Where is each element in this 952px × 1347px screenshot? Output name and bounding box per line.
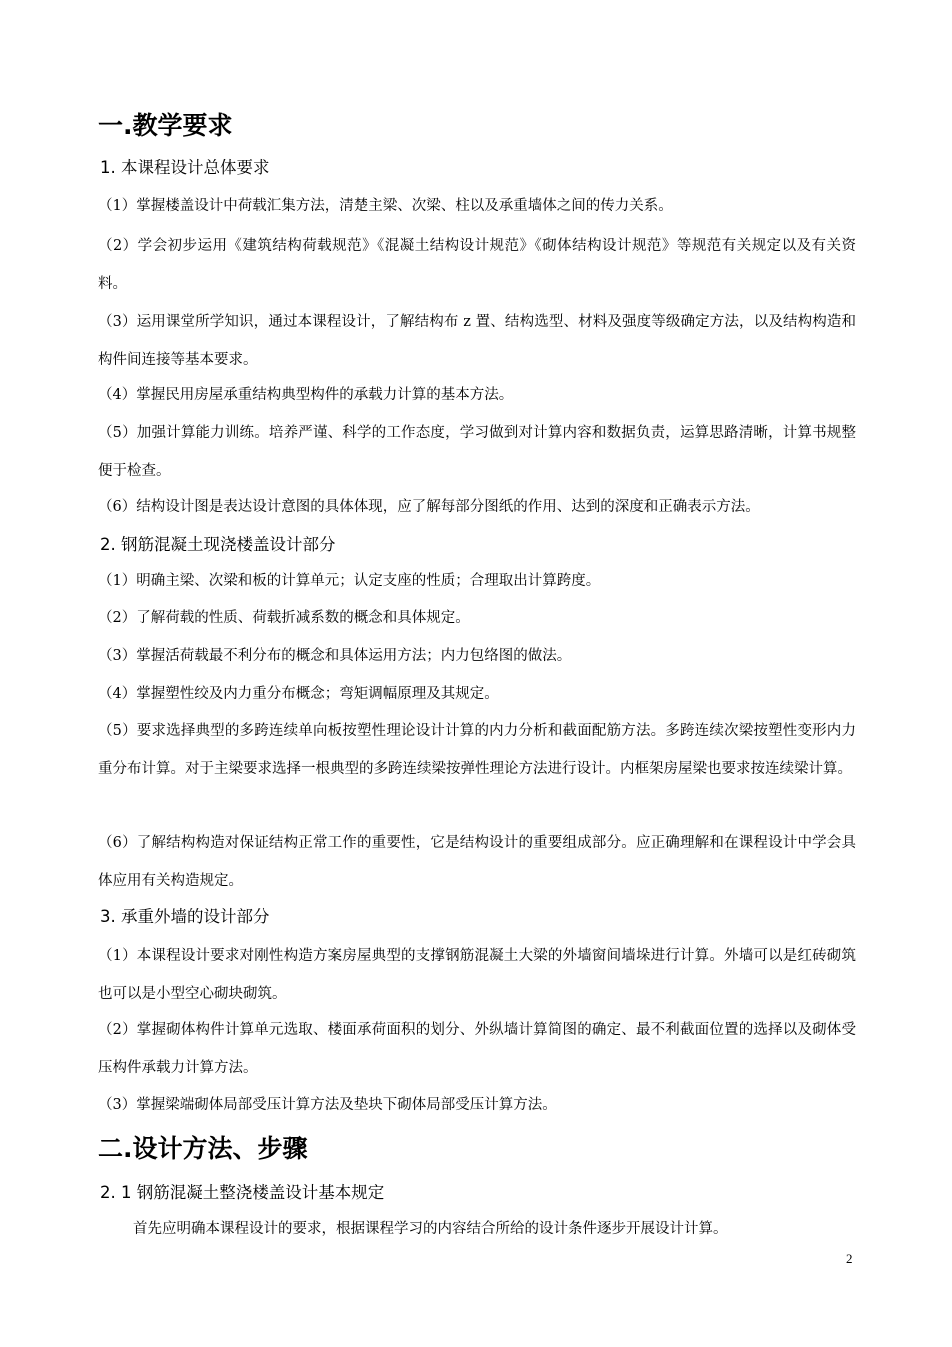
paragraph: （1）明确主梁、次梁和板的计算单元；认定支座的性质；合理取出计算跨度。 (98, 573, 601, 589)
subsection-heading-1-2: 2. 钢筋混凝土现浇楼盖设计部分 (100, 535, 336, 554)
subsection-heading-1-3: 3. 承重外墙的设计部分 (100, 907, 270, 926)
paragraph: （5）要求选择典型的多跨连续单向板按塑性理论设计计算的内力分析和截面配筋方法。多跨连续次梁按塑性变形内力重分布计算。对于主梁要求选择一根典型的多跨连续梁按弹性理论方法进行设计。内框架房屋梁也要求按连续梁计算。 (98, 723, 856, 777)
paragraph: （5）加强计算能力训练。培养严谨、科学的工作态度，学习做到对计算内容和数据负责，运算思路清晰，计算书规整便于检查。 (98, 425, 856, 479)
paragraph: （3）运用课堂所学知识，通过本课程设计，了解结构布 z 置、结构选型、材料及强度等级确定方法，以及结构构造和构件间连接等基本要求。 (98, 314, 856, 368)
subsection-heading-2-1: 2. 1 钢筋混凝土整浇楼盖设计基本规定 (100, 1183, 385, 1202)
paragraph: （1）本课程设计要求对刚性构造方案房屋典型的支撑钢筋混凝土大梁的外墙窗间墙垛进行计算。外墙可以是红砖砌筑也可以是小型空心砌块砌筑。 (98, 948, 856, 1002)
paragraph: （2）了解荷载的性质、荷载折减系数的概念和具体规定。 (98, 610, 470, 626)
paragraph: （3）掌握梁端砌体局部受压计算方法及垫块下砌体局部受压计算方法。 (98, 1097, 557, 1113)
paragraph: （2）掌握砌体构件计算单元选取、楼面承荷面积的划分、外纵墙计算简图的确定、最不利截面位置的选择以及砌体受压构件承载力计算方法。 (98, 1022, 856, 1076)
paragraph: （6）了解结构构造对保证结构正常工作的重要性，它是结构设计的重要组成部分。应正确理解和在课程设计中学会具体应用有关构造规定。 (98, 835, 856, 889)
paragraph: （3）掌握活荷载最不利分布的概念和具体运用方法；内力包络图的做法。 (98, 648, 572, 664)
paragraph: 首先应明确本课程设计的要求，根据课程学习的内容结合所给的设计条件逐步开展设计计算。 (133, 1221, 728, 1237)
paragraph: （4）掌握塑性绞及内力重分布概念；弯矩调幅原理及其规定。 (98, 686, 499, 702)
paragraph: （1）掌握楼盖设计中荷载汇集方法，清楚主梁、次梁、柱以及承重墙体之间的传力关系。 (98, 198, 673, 214)
page-number: 2 (846, 1251, 853, 1266)
subsection-heading-1-1: 1. 本课程设计总体要求 (100, 158, 270, 177)
paragraph: （4）掌握民用房屋承重结构典型构件的承载力计算的基本方法。 (98, 387, 514, 403)
paragraph: （6）结构设计图是表达设计意图的具体体现，应了解每部分图纸的作用、达到的深度和正确表示方法。 (98, 499, 760, 515)
section-heading-2: 二.设计方法、步骤 (98, 1134, 308, 1163)
paragraph: （2）学会初步运用《建筑结构荷载规范》《混凝土结构设计规范》《砌体结构设计规范》等规范有关规定以及有关资料。 (98, 238, 856, 292)
section-heading-1: 一.教学要求 (98, 111, 233, 140)
